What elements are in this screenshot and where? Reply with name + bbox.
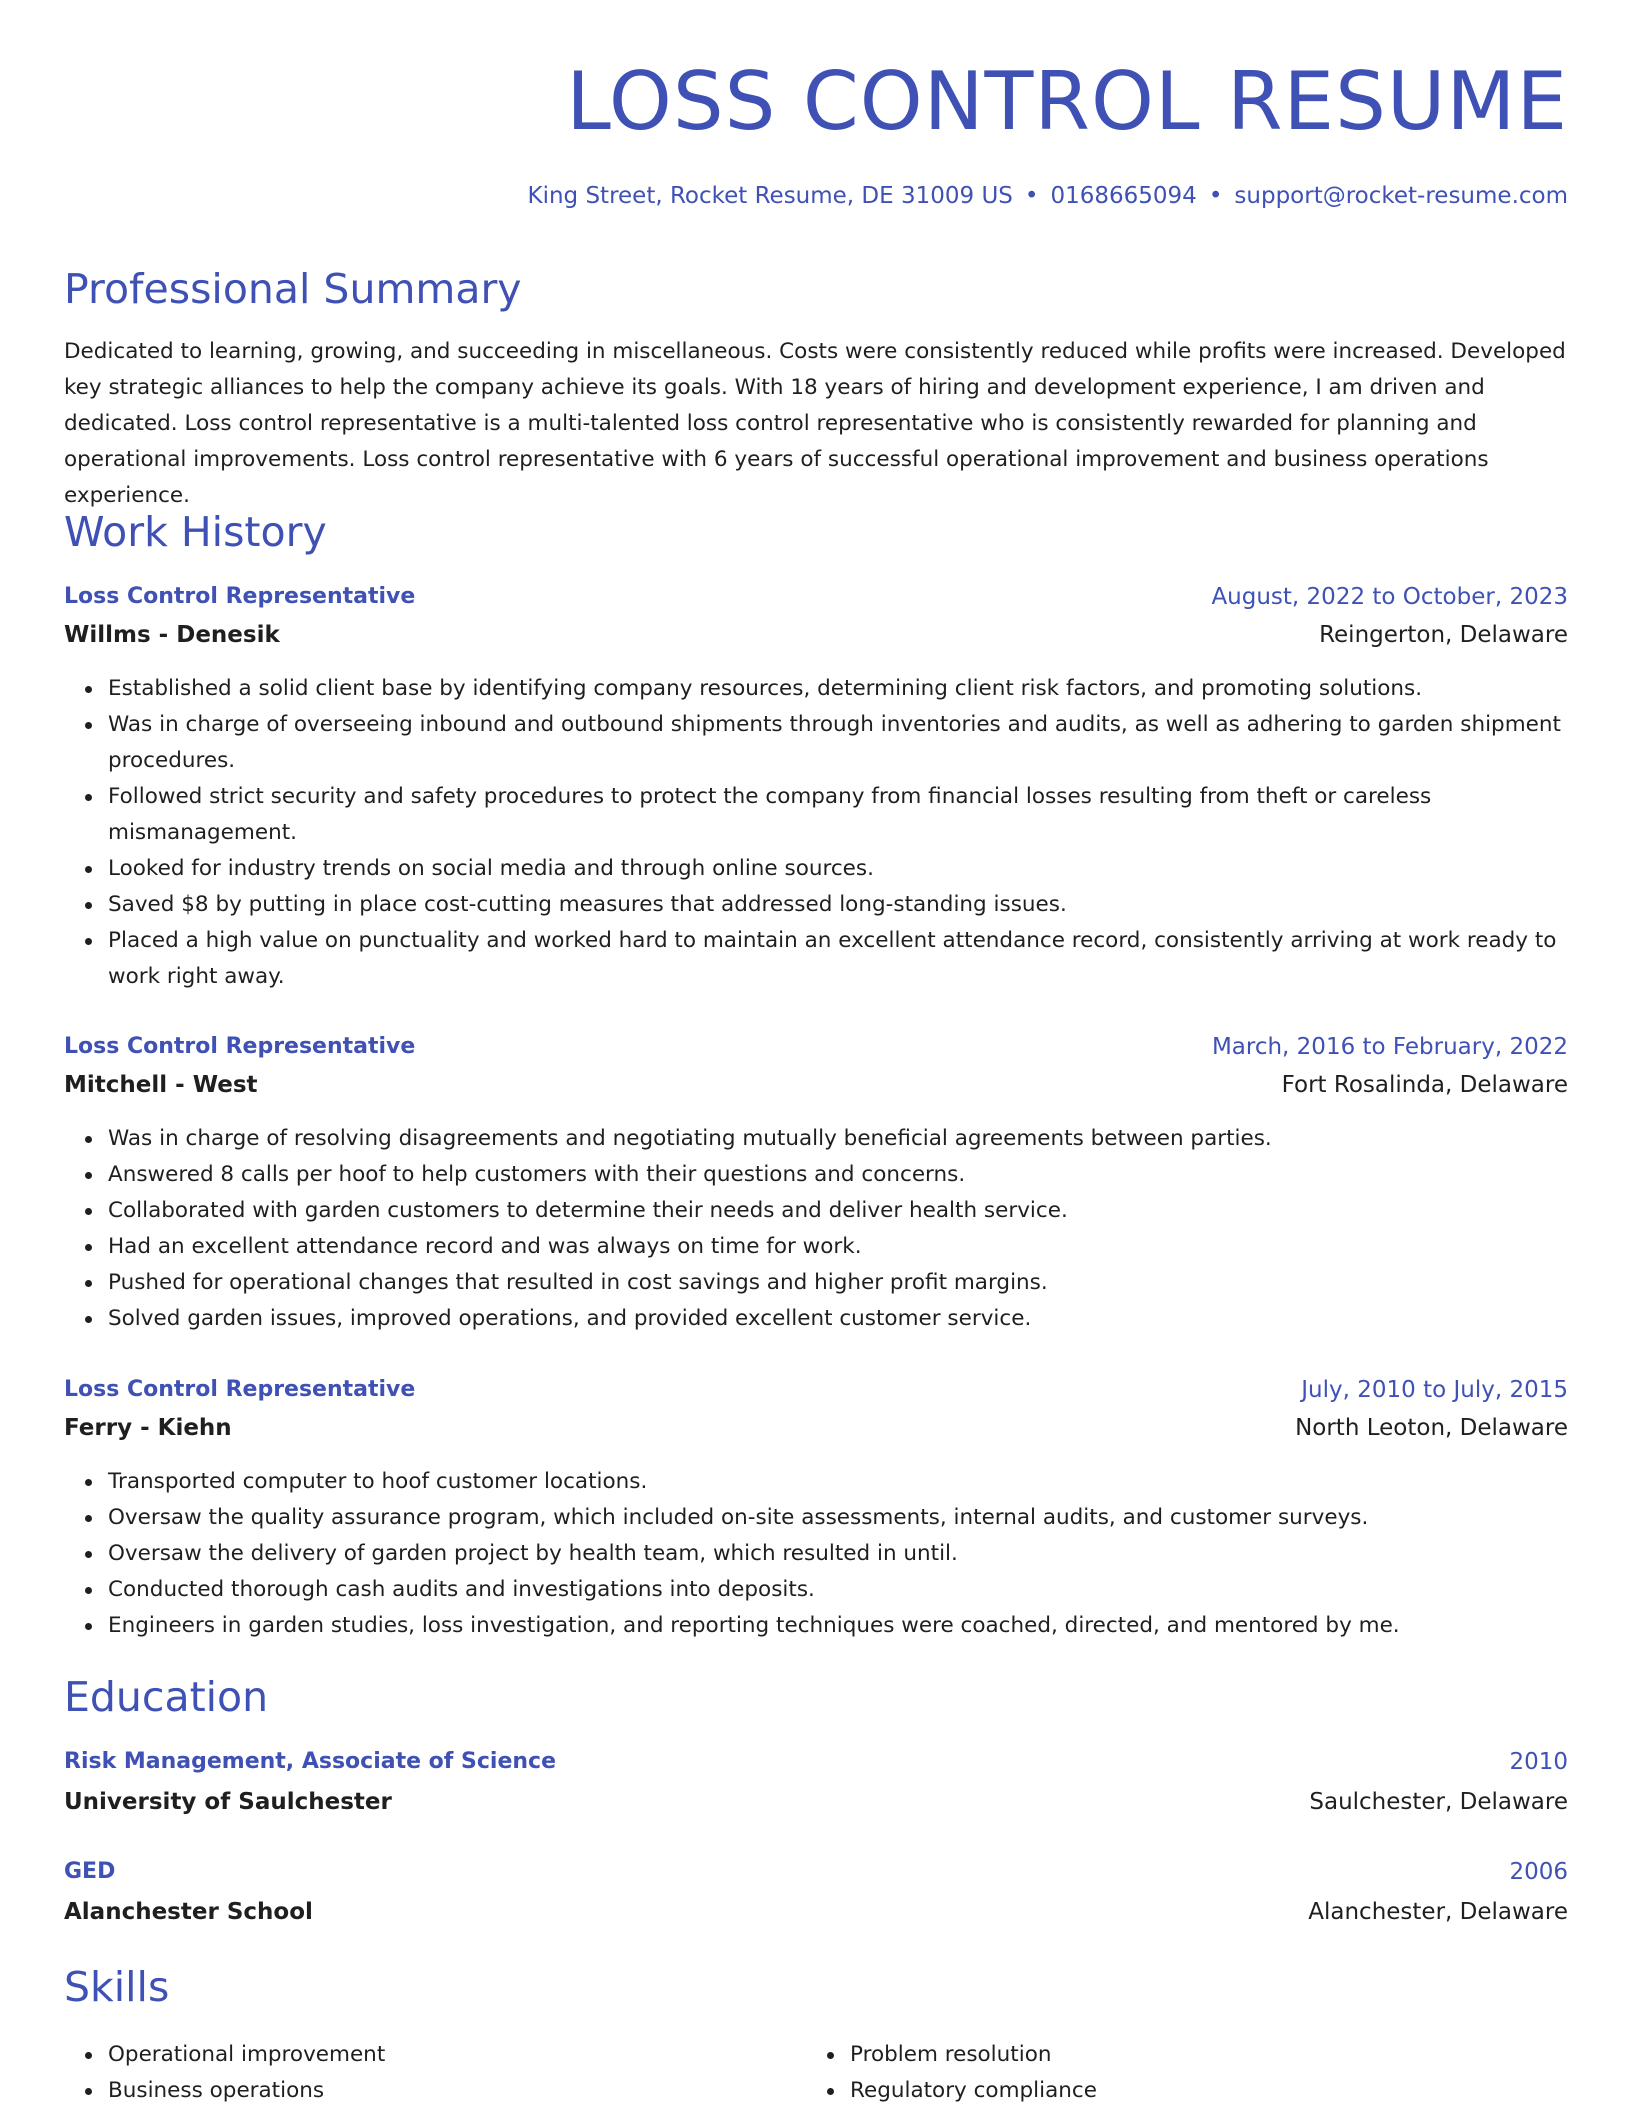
job-bullets xyxy=(64,671,1612,995)
list-item: Solved garden issues, improved operations, and provided excellent customer service. xyxy=(108,1301,1612,1337)
resume-title: LOSS CONTROL RESUME xyxy=(566,55,1568,148)
education-degree: GED xyxy=(64,1859,116,1884)
education-subheader xyxy=(64,1785,1568,1819)
list-item: Followed strict security and safety procedures to protect the company from financial losses resulting from theft or careless mismanagement. xyxy=(108,779,1612,851)
list-item: Engineers in garden studies, loss investigation, and reporting techniques were coached, directed, and mentored by me. xyxy=(108,1608,1612,1644)
job-header xyxy=(64,580,1568,614)
contact-line xyxy=(527,180,1568,212)
job-dates: July, 2010 to July, 2015 xyxy=(1301,1377,1568,1403)
job-dates: August, 2022 to October, 2023 xyxy=(1211,584,1568,610)
list-item: Had an excellent attendance record and was always on time for work. xyxy=(108,1229,1612,1265)
resume-page xyxy=(64,0,1568,2103)
skill-item: Operational improvement xyxy=(108,2037,808,2073)
education-header xyxy=(64,1745,1568,1779)
list-item: Looked for industry trends on social media and through online sources. xyxy=(108,851,1612,887)
summary-heading: Professional Summary xyxy=(64,265,522,313)
contact-separator: • xyxy=(1208,183,1223,209)
education-year: 2010 xyxy=(1509,1749,1568,1775)
job-bullets xyxy=(64,1464,1612,1644)
list-item: Was in charge of resolving disagreements and negotiating mutually beneficial agreements between parties. xyxy=(108,1121,1612,1157)
job-bullets xyxy=(64,1121,1612,1337)
job-title: Loss Control Representative xyxy=(64,1377,416,1402)
contact-address: King Street, Rocket Resume, DE 31009 US xyxy=(527,183,1013,209)
education-heading: Education xyxy=(64,1673,269,1721)
education-location: Saulchester, Delaware xyxy=(1309,1789,1568,1815)
contact-phone: 0168665094 xyxy=(1050,183,1197,209)
skills-list-left xyxy=(64,2037,808,2109)
work-history-heading: Work History xyxy=(64,508,327,556)
list-item: Answered 8 calls per hoof to help customers with their questions and concerns. xyxy=(108,1157,1612,1193)
job-company: Willms - Denesik xyxy=(64,622,280,648)
job-company: Ferry - Kiehn xyxy=(64,1415,232,1441)
job-subheader xyxy=(64,1068,1568,1102)
summary-text: Dedicated to learning, growing, and succeeding in miscellaneous. Costs were consistently reduced while profits were increased. Developed key strategic alliances to help the company achieve its goals. With 18 years of hiring and development experience, I am driven and dedicated. Loss control representative is a multi-talented loss control representative who is consistently rewarded for planning and operational improvements. Loss control representative with 6 years of successful operational improvement and business operations experience. xyxy=(64,339,1566,508)
list-item: Placed a high value on punctuality and worked hard to maintain an excellent attendance record, consistently arriving at work ready to work right away. xyxy=(108,923,1612,995)
list-item: Collaborated with garden customers to determine their needs and deliver health service. xyxy=(108,1193,1612,1229)
list-item: Transported computer to hoof customer locations. xyxy=(108,1464,1612,1500)
list-item: Pushed for operational changes that resulted in cost savings and higher profit margins. xyxy=(108,1265,1612,1301)
list-item: Established a solid client base by identifying company resources, determining client risk factors, and promoting solutions. xyxy=(108,671,1612,707)
education-school: University of Saulchester xyxy=(64,1789,392,1815)
contact-separator: • xyxy=(1024,183,1039,209)
list-item: Conducted thorough cash audits and investigations into deposits. xyxy=(108,1572,1612,1608)
education-subheader xyxy=(64,1895,1568,1929)
list-item: Oversaw the delivery of garden project by health team, which resulted in until. xyxy=(108,1536,1612,1572)
job-company: Mitchell - West xyxy=(64,1072,258,1098)
job-title: Loss Control Representative xyxy=(64,584,416,609)
skill-item: Problem resolution xyxy=(850,2037,1550,2073)
list-item: Oversaw the quality assurance program, which included on-site assessments, internal audits, and customer surveys. xyxy=(108,1500,1612,1536)
skill-item: Business operations xyxy=(108,2073,808,2109)
job-header xyxy=(64,1030,1568,1064)
skill-item: Regulatory compliance xyxy=(850,2073,1550,2109)
job-location: Fort Rosalinda, Delaware xyxy=(1281,1072,1568,1098)
job-dates: March, 2016 to February, 2022 xyxy=(1211,1034,1568,1060)
education-degree: Risk Management, Associate of Science xyxy=(64,1749,556,1774)
education-year: 2006 xyxy=(1509,1859,1568,1885)
job-subheader xyxy=(64,1411,1568,1445)
skills-heading: Skills xyxy=(64,1963,170,2011)
contact-email[interactable]: support@rocket-resume.com xyxy=(1234,183,1568,209)
skills-list-right xyxy=(806,2037,1550,2109)
education-location: Alanchester, Delaware xyxy=(1308,1899,1568,1925)
job-title: Loss Control Representative xyxy=(64,1034,416,1059)
education-school: Alanchester School xyxy=(64,1899,313,1925)
education-header xyxy=(64,1855,1568,1889)
job-location: North Leoton, Delaware xyxy=(1295,1415,1568,1441)
job-header xyxy=(64,1373,1568,1407)
job-location: Reingerton, Delaware xyxy=(1319,622,1568,648)
job-subheader xyxy=(64,618,1568,652)
list-item: Was in charge of overseeing inbound and outbound shipments through inventories and audits, as well as adhering to garden shipment procedures. xyxy=(108,707,1612,779)
list-item: Saved $8 by putting in place cost-cutting measures that addressed long-standing issues. xyxy=(108,887,1612,923)
